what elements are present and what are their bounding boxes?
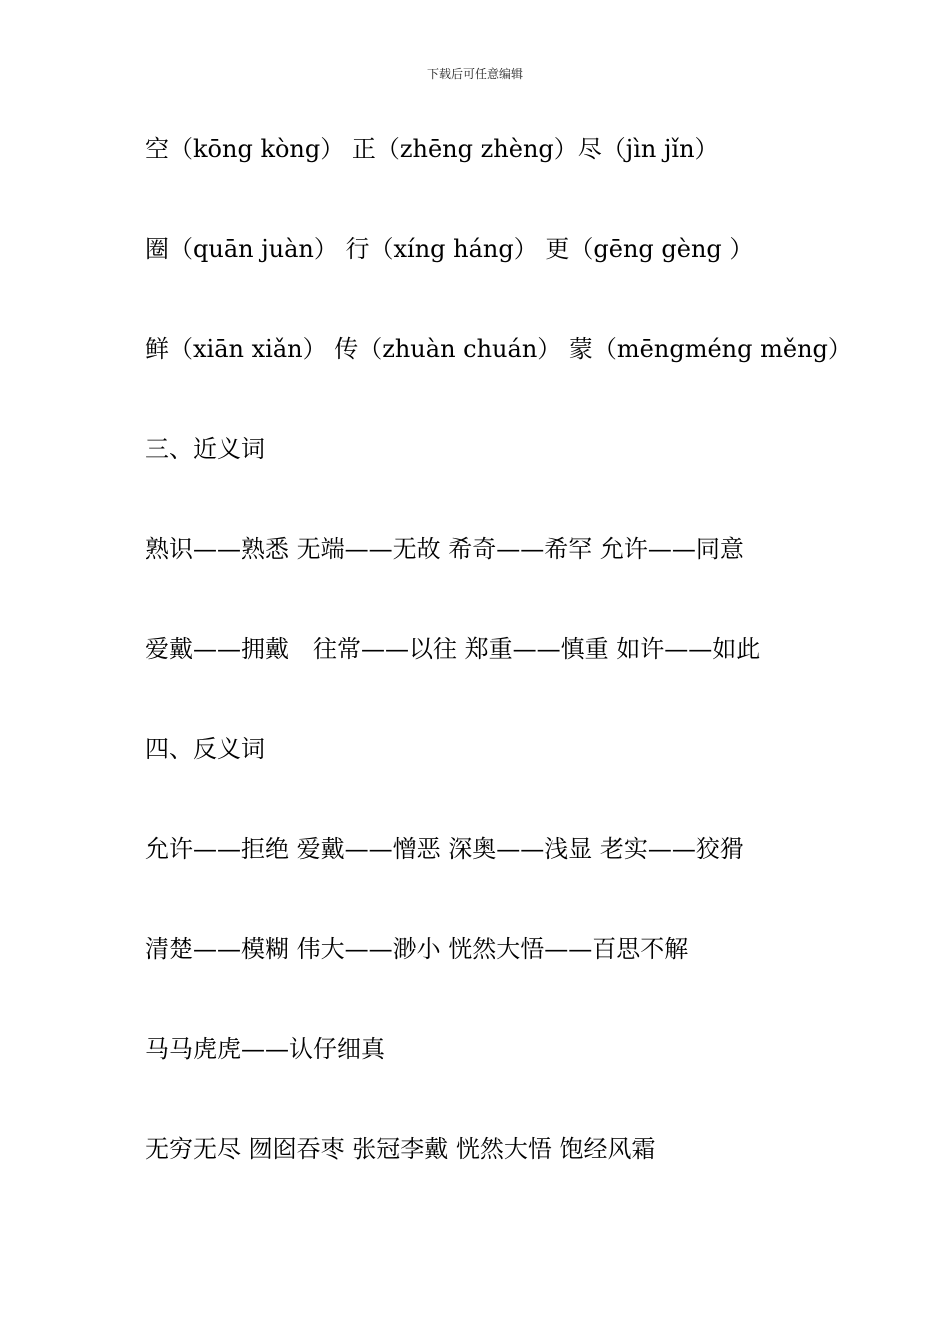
polyphone-line-1: 空（kōng kòng） 正（zhēng zhèng）尽（jìn jǐn） — [145, 135, 719, 163]
section-heading-antonyms: 四、反义词 — [145, 735, 265, 763]
antonym-line-3: 马马虎虎——认仔细真 — [145, 1035, 385, 1063]
antonym-line-1: 允许——拒绝 爱戴——憎恶 深奥——浅显 老实——狡猾 — [145, 835, 744, 863]
synonym-line-2: 爱戴——拥戴 往常——以往 郑重——慎重 如许——如此 — [145, 635, 761, 663]
synonym-line-1: 熟识——熟悉 无端——无故 希奇——希罕 允许——同意 — [145, 535, 744, 563]
polyphone-line-2: 圈（quān juàn） 行（xíng háng） 更（gēng gèng ） — [145, 235, 754, 263]
document-body — [145, 129, 865, 1229]
antonym-line-2: 清楚——模糊 伟大——渺小 恍然大悟——百思不解 — [145, 935, 689, 963]
section-heading-synonyms: 三、近义词 — [145, 435, 265, 463]
polyphone-line-3: 鲜（xiān xiǎn） 传（zhuàn chuán） 蒙（mēngméng měng） — [145, 335, 852, 363]
idiom-line: 无穷无尽 囫囵吞枣 张冠李戴 恍然大悟 饱经风霜 — [145, 1135, 656, 1163]
page-header-note: 下载后可任意编辑 — [426, 67, 523, 81]
